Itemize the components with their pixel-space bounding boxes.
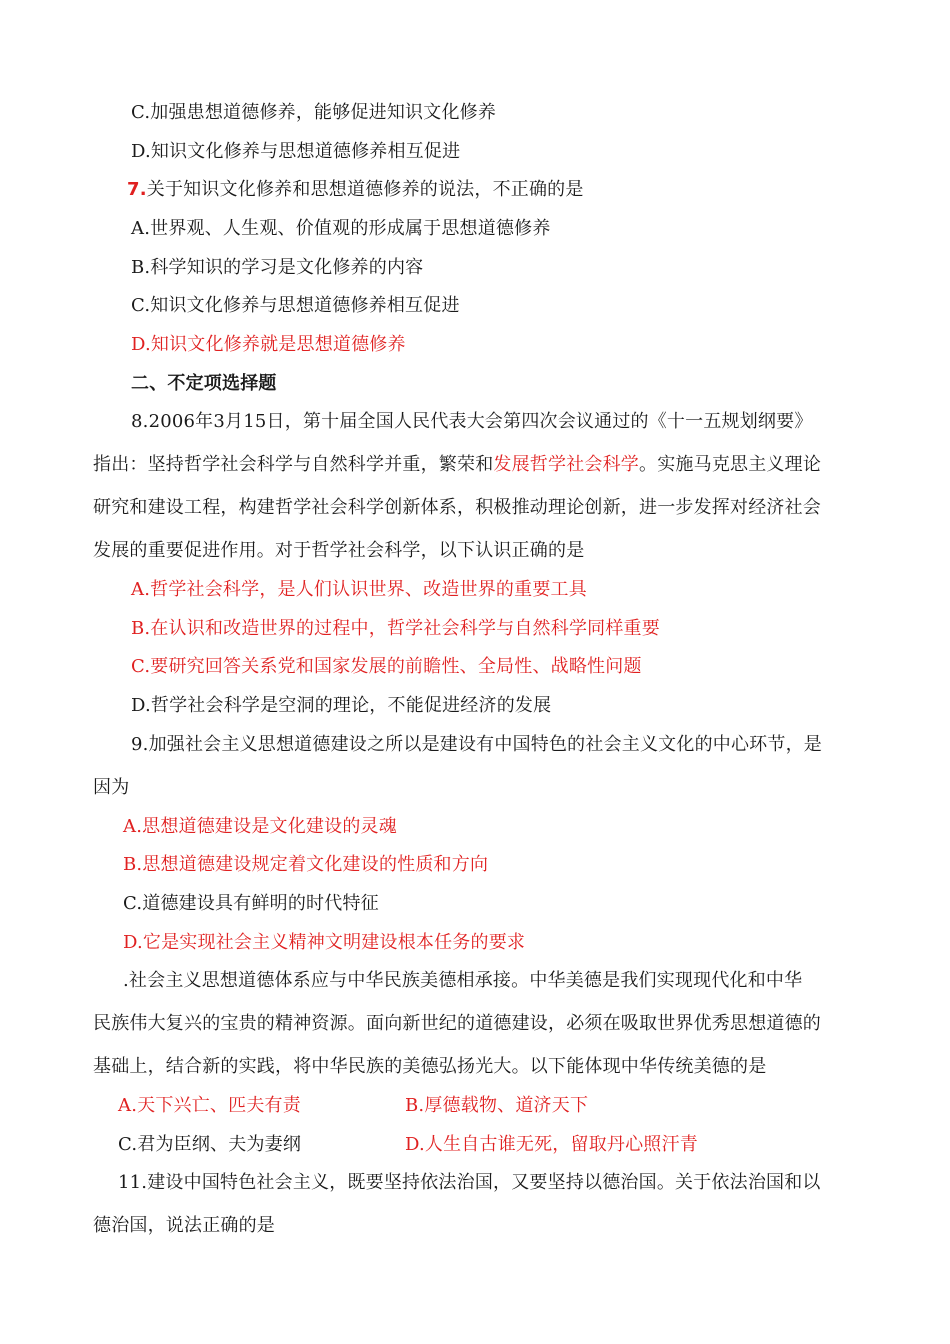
q6-option-c: C.加强患想道德修养，能够促进知识文化修养 [131,102,497,123]
q8-option-a-answer: A.哲学社会科学，是人们认识世界、改造世界的重要工具 [131,579,587,600]
q8-line-1: 8.2006年3月15日，第十届全国人民代表大会第四次会议通过的《十一五规划纲要》 [131,411,813,432]
q8-highlight: 发展哲学社会科学 [493,454,640,475]
q9-option-d-answer: D.它是实现社会主义精神文明建设根本任务的要求 [123,932,526,953]
q8-option-c-answer: C.要研究回答关系党和国家发展的前瞻性、全局性、战略性问题 [131,656,642,677]
q10-line-1: .社会主义思想道德体系应与中华民族美德相承接。中华美德是我们实现现代化和中华 [123,970,803,991]
q7-option-b: B.科学知识的学习是文化修养的内容 [131,257,424,278]
q9-option-a-answer: A.思想道德建设是文化建设的灵魂 [123,816,397,837]
q10-option-a-answer: A.天下兴亡、匹夫有责 [118,1095,301,1116]
q9-line-1: 9.加强社会主义思想道德建设之所以是建设有中国特色的社会主义文化的中心环节，是 [131,734,822,755]
q8-line-4: 发展的重要促进作用。对于哲学社会科学，以下认识正确的是 [93,540,585,561]
q8-line-2 [93,453,821,477]
q8-line-3: 研究和建设工程，构建哲学社会科学创新体系，积极推动理论创新，进一步发挥对经济社会 [93,497,821,518]
q8-line-2-part-3: 。实施马克思主义理论 [639,454,822,475]
q9-option-b-answer: B.思想道德建设规定着文化建设的性质和方向 [123,854,489,875]
q8-option-d: D.哲学社会科学是空洞的理论，不能促进经济的发展 [131,695,552,716]
q7-number: 7. [127,179,147,200]
q7-option-c: C.知识文化修养与思想道德修养相互促进 [131,295,460,316]
q8-line-2-part-1: 指出：坚持哲学社会科学与自然科学并重，繁荣和 [93,454,494,475]
q9-option-c: C.道德建设具有鲜明的时代特征 [123,893,379,914]
q10-option-b-answer: B.厚德载物、道济天下 [405,1095,589,1116]
q10-line-2: 民族伟大复兴的宝贵的精神资源。面向新世纪的道德建设，必须在吸取世界优秀思想道德的 [93,1013,821,1034]
q9-line-2: 因为 [93,777,130,798]
q10-option-c: C.君为臣纲、夫为妻纲 [118,1134,302,1155]
q11-line-2: 德治国，说法正确的是 [93,1215,275,1236]
q10-line-3: 基础上，结合新的实践，将中华民族的美德弘扬光大。以下能体现中华传统美德的是 [93,1056,767,1077]
q7-text: 关于知识文化修养和思想道德修养的说法，不正确的是 [146,179,584,200]
q7-option-d-answer: D.知识文化修养就是思想道德修养 [131,334,406,355]
q6-option-d: D.知识文化修养与思想道德修养相互促进 [131,141,461,162]
q11-line-1: 11.建设中国特色社会主义，既要坚持依法治国，又要坚持以德治国。关于依法治国和以 [118,1172,821,1193]
q8-option-b-answer: B.在认识和改造世界的过程中，哲学社会科学与自然科学同样重要 [131,618,660,639]
q7-option-a: A.世界观、人生观、价值观的形成属于思想道德修养 [131,218,551,239]
q10-option-d-answer: D.人生自古谁无死，留取丹心照汗青 [405,1134,698,1155]
section-heading: 二、不定项选择题 [131,373,277,394]
q7-stem [127,178,584,202]
